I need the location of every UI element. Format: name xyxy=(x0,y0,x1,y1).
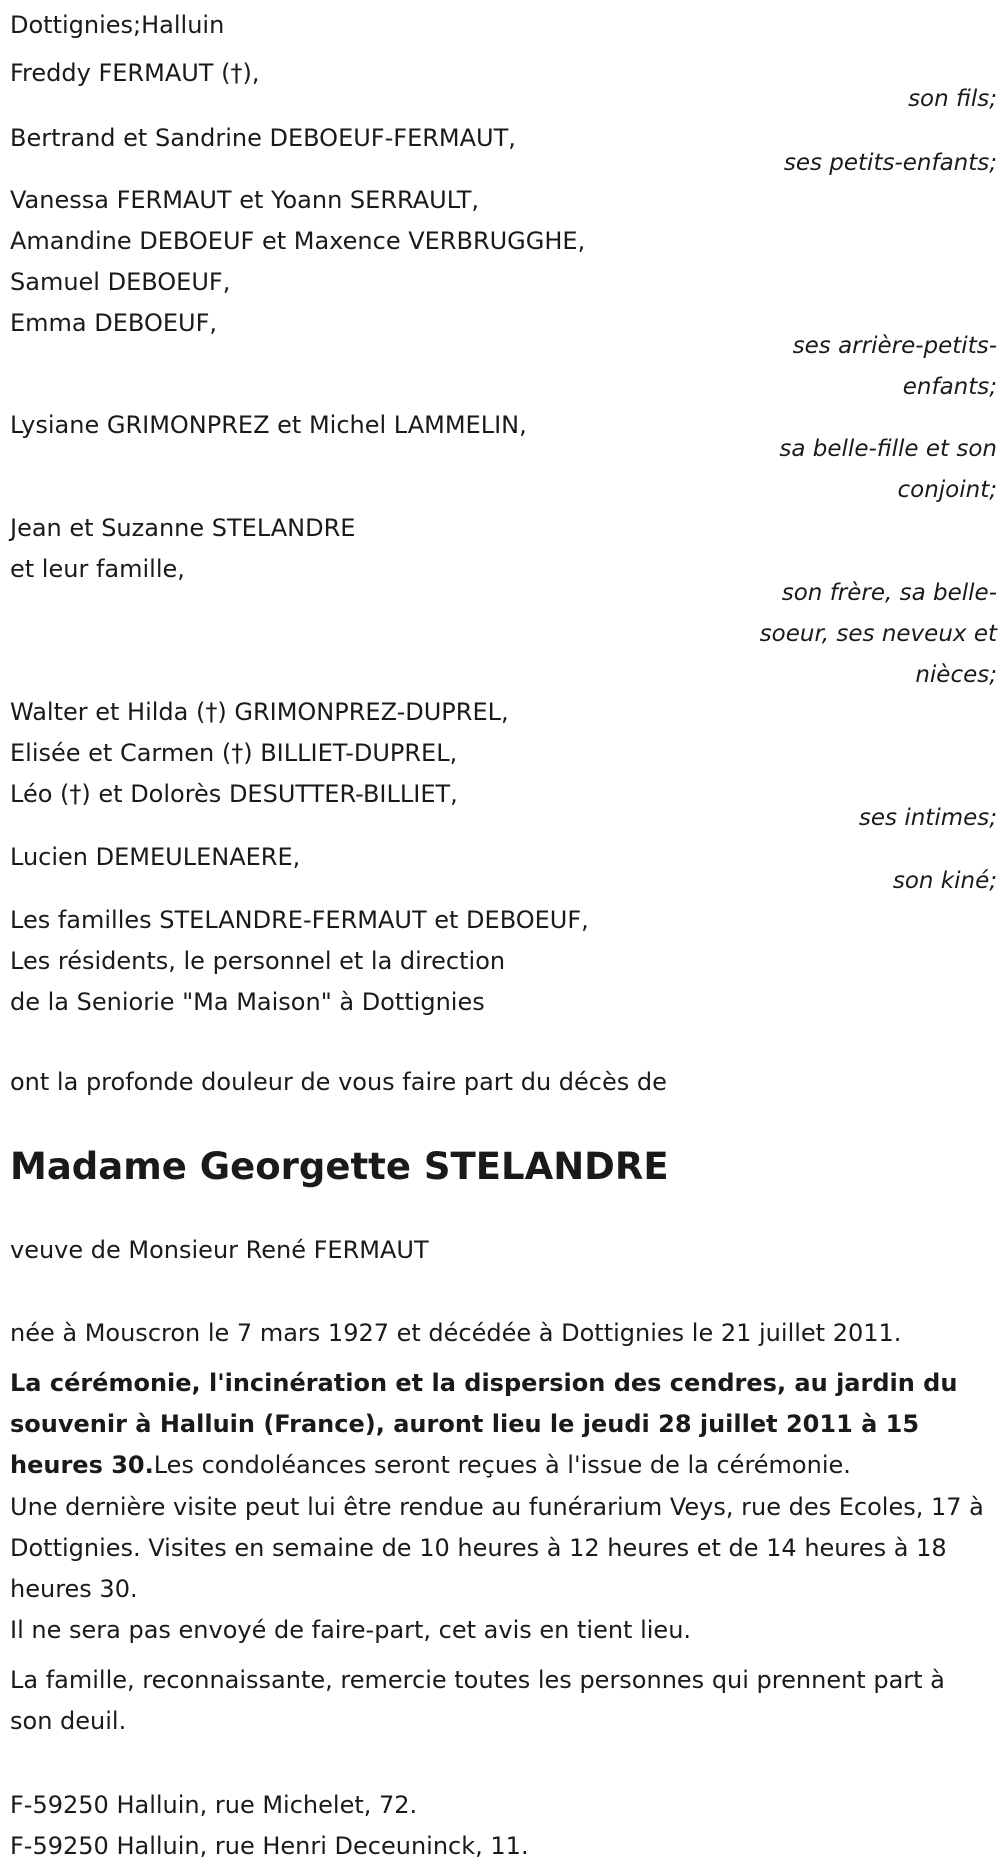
mourner-name: Amandine DEBOEUF et Maxence VERBRUGGHE, xyxy=(10,227,586,255)
mourner-name: Freddy FERMAUT (†), xyxy=(10,59,260,87)
mourner-name: Lucien DEMEULENAERE, xyxy=(10,843,301,871)
birth-death: née à Mouscron le 7 mars 1927 et décédée à Dottignies le 21 juillet 2011. xyxy=(10,1319,902,1347)
mourner-name: Elisée et Carmen (†) BILLIET-DUPREL, xyxy=(10,739,458,767)
mourner-relation: ses intimes; xyxy=(858,805,997,831)
visit-paragraph: Une dernière visite peut lui être rendue au funérarium Veys, rue des Ecoles, 17 à Dottignies. Visites en semaine de 10 heures à 12 heures et de 14 heures à 18 heures 30. xyxy=(10,1493,984,1603)
thanks-paragraph: La famille, reconnaissante, remercie toutes les personnes qui prennent part à son deuil. xyxy=(10,1666,945,1735)
mourner-name: Vanessa FERMAUT et Yoann SERRAULT, xyxy=(10,186,480,214)
header-location: Dottignies;Halluin xyxy=(10,11,225,39)
deceased-name: Madame Georgette STELANDRE xyxy=(10,1145,669,1188)
mourner-relation: ses petits-enfants; xyxy=(783,150,997,176)
mourner-relation: conjoint; xyxy=(897,477,997,503)
mourner-name: et leur famille, xyxy=(10,555,185,583)
address-line: F-59250 Halluin, rue Michelet, 72. xyxy=(10,1791,418,1819)
mourner-relation: son fils; xyxy=(908,86,997,112)
mourner-name: Lysiane GRIMONPREZ et Michel LAMMELIN, xyxy=(10,411,527,439)
ceremony-paragraph xyxy=(10,1363,985,1486)
mourner-relation: nièces; xyxy=(915,662,997,688)
ceremony-bold: La cérémonie, l'incinération et la dispersion des cendres, au jardin du souvenir à Halluin (France), auront lieu le jeudi 28 juillet 2011 à 15 heures 30. xyxy=(10,1369,958,1479)
mourner-name: Jean et Suzanne STELANDRE xyxy=(10,514,356,542)
mourner-relation: enfants; xyxy=(902,374,997,400)
notice-paragraph: Il ne sera pas envoyé de faire-part, cet avis en tient lieu. xyxy=(10,1616,692,1644)
mourner-name: Les familles STELANDRE-FERMAUT et DEBOEUF, xyxy=(10,906,589,934)
mourner-name: Walter et Hilda (†) GRIMONPREZ-DUPREL, xyxy=(10,698,509,726)
widow-of: veuve de Monsieur René FERMAUT xyxy=(10,1236,429,1264)
mourner-name: Emma DEBOEUF, xyxy=(10,309,217,337)
mourner-relation: son frère, sa belle- xyxy=(781,580,997,606)
announcement: ont la profonde douleur de vous faire part du décès de xyxy=(10,1068,667,1096)
ceremony-rest: Les condoléances seront reçues à l'issue de la cérémonie. xyxy=(153,1451,851,1479)
mourner-relation: sa belle-fille et son xyxy=(779,436,997,462)
mourner-name: Bertrand et Sandrine DEBOEUF-FERMAUT, xyxy=(10,124,516,152)
mourner-relation: son kiné; xyxy=(892,868,997,894)
mourner-name: Samuel DEBOEUF, xyxy=(10,268,231,296)
mourner-relation: soeur, ses neveux et xyxy=(759,621,997,647)
mourner-name: Léo (†) et Dolorès DESUTTER-BILLIET, xyxy=(10,780,458,808)
mourner-name: de la Seniorie "Ma Maison" à Dottignies xyxy=(10,988,485,1016)
address-line: F-59250 Halluin, rue Henri Deceuninck, 11. xyxy=(10,1832,529,1860)
mourner-relation: ses arrière-petits- xyxy=(792,333,997,359)
mourner-name: Les résidents, le personnel et la direction xyxy=(10,947,506,975)
